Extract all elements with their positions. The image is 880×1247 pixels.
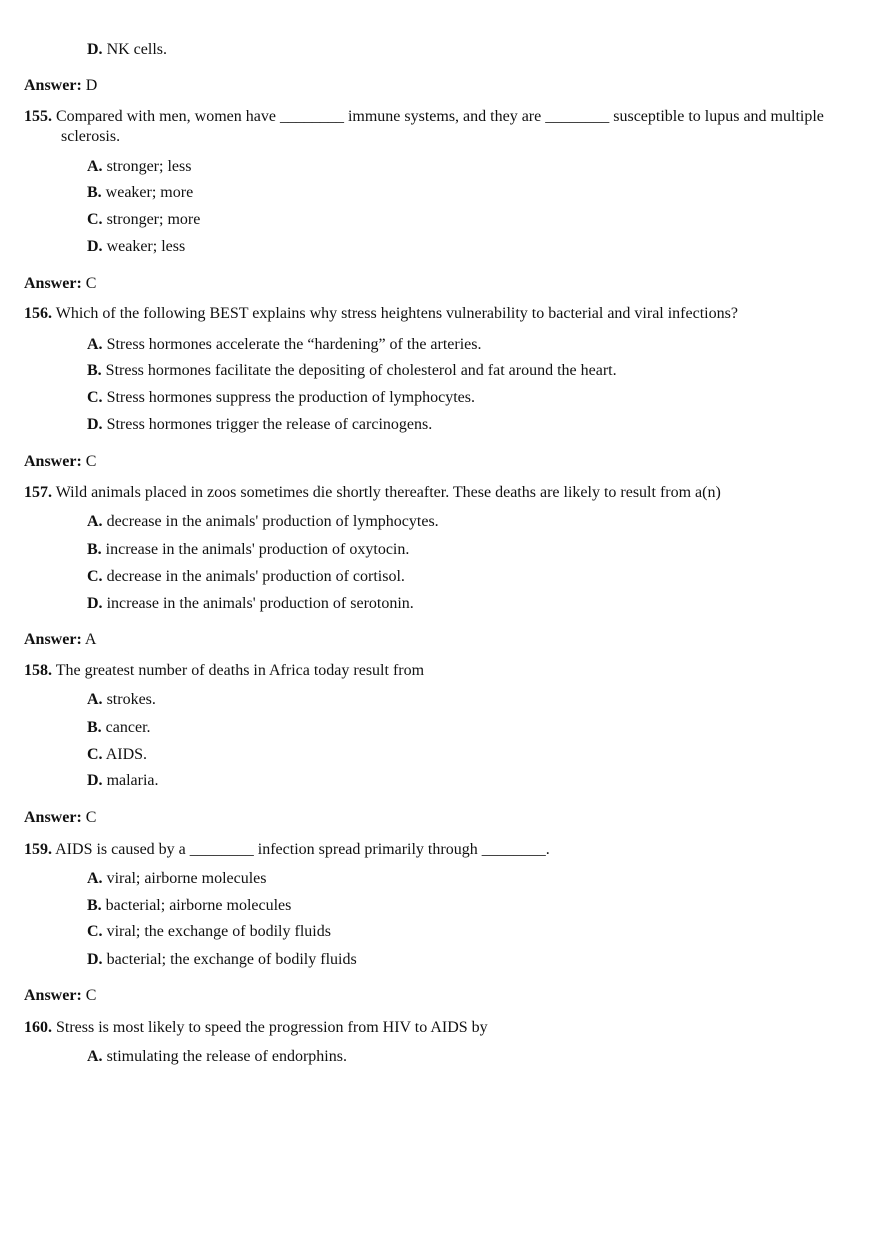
question-160 — [24, 1018, 488, 1037]
question-155 — [24, 107, 880, 147]
question-number: 157. — [24, 484, 52, 501]
option-text: weaker; more — [105, 184, 194, 201]
option-158-a — [87, 690, 156, 709]
answer-label: Answer: — [24, 77, 82, 94]
option-text: stronger; more — [106, 211, 201, 228]
question-number: 160. — [24, 1019, 52, 1036]
option-158-c — [87, 745, 147, 764]
question-text: Which of the following BEST explains why stress heightens vulnerability to bacterial and viral infections? — [55, 305, 738, 322]
answer-value: C — [85, 809, 97, 826]
option-text: decrease in the animals' production of cortisol. — [106, 568, 405, 585]
option-letter: C. — [87, 389, 103, 406]
option-letter: A. — [87, 870, 103, 887]
answer-label: Answer: — [24, 453, 82, 470]
option-text: increase in the animals' production of oxytocin. — [105, 541, 410, 558]
option-letter: C. — [87, 923, 103, 940]
option-text: stimulating the release of endorphins. — [106, 1048, 347, 1065]
option-text: weaker; less — [106, 238, 186, 255]
option-158-d — [87, 771, 159, 790]
option-text: viral; airborne molecules — [106, 870, 267, 887]
option-letter: D. — [87, 238, 103, 255]
answer-value: C — [85, 275, 97, 292]
option-letter: B. — [87, 184, 102, 201]
option-156-b — [87, 361, 617, 380]
answer-value: D — [85, 77, 98, 94]
option-letter: A. — [87, 513, 103, 530]
question-157 — [24, 483, 721, 502]
question-number: 159. — [24, 841, 52, 858]
option-155-d — [87, 237, 185, 256]
option-text: decrease in the animals' production of lymphocytes. — [106, 513, 439, 530]
answer-value: C — [85, 453, 97, 470]
answer-157 — [24, 630, 96, 649]
option-157-a — [87, 512, 439, 531]
option-letter: C. — [87, 211, 103, 228]
option-letter: C. — [87, 746, 103, 763]
option-text: Stress hormones accelerate the “hardening” of the arteries. — [106, 336, 482, 353]
option-letter: A. — [87, 336, 103, 353]
option-text: Stress hormones trigger the release of carcinogens. — [106, 416, 433, 433]
option-letter: B. — [87, 719, 102, 736]
option-156-c — [87, 388, 475, 407]
option-158-b — [87, 718, 151, 737]
answer-label: Answer: — [24, 809, 82, 826]
option-text: Stress hormones suppress the production of lymphocytes. — [106, 389, 475, 406]
option-text: AIDS. — [105, 746, 148, 763]
answer-value: A — [84, 631, 97, 648]
question-number: 155. — [24, 108, 52, 125]
option-text: strokes. — [106, 691, 156, 708]
question-number: 156. — [24, 305, 52, 322]
option-letter: B. — [87, 362, 102, 379]
option-letter: B. — [87, 897, 102, 914]
answer-value: C — [85, 987, 97, 1004]
option-text: viral; the exchange of bodily fluids — [106, 923, 331, 940]
option-159-d — [87, 950, 357, 969]
option-text: cancer. — [105, 719, 151, 736]
answer-158 — [24, 808, 96, 827]
option-156-d — [87, 415, 432, 434]
option-letter: D. — [87, 772, 103, 789]
option-letter: D. — [87, 951, 103, 968]
question-text: AIDS is caused by a ________ infection spread primarily through ________. — [55, 841, 550, 858]
option-157-b — [87, 540, 409, 559]
answer-155 — [24, 274, 96, 293]
answer-label: Answer: — [24, 631, 82, 648]
option-157-d — [87, 594, 414, 613]
answer-156 — [24, 452, 96, 471]
option-155-c — [87, 210, 200, 229]
option-letter: A. — [87, 1048, 103, 1065]
option-156-a — [87, 335, 482, 354]
option-text: increase in the animals' production of serotonin. — [106, 595, 414, 612]
answer-154 — [24, 76, 97, 95]
option-letter: A. — [87, 691, 103, 708]
option-159-b — [87, 896, 291, 915]
option-text: NK cells. — [106, 41, 167, 58]
option-letter: D. — [87, 416, 103, 433]
option-letter: B. — [87, 541, 102, 558]
question-text: Compared with men, women have ________ immune systems, and they are ________ susceptible to lupus and multiple sclerosis. — [56, 108, 824, 145]
option-letter: A. — [87, 158, 103, 175]
question-text: The greatest number of deaths in Africa today result from — [55, 662, 425, 679]
question-158 — [24, 661, 424, 680]
answer-159 — [24, 986, 96, 1005]
answer-label: Answer: — [24, 987, 82, 1004]
option-d-prev — [87, 40, 167, 59]
option-text: Stress hormones facilitate the depositing of cholesterol and fat around the heart. — [105, 362, 617, 379]
option-letter: D. — [87, 595, 103, 612]
option-letter: C. — [87, 568, 103, 585]
option-159-a — [87, 869, 267, 888]
option-letter: D. — [87, 41, 103, 58]
question-159 — [24, 840, 550, 859]
question-number: 158. — [24, 662, 52, 679]
answer-label: Answer: — [24, 275, 82, 292]
option-text: bacterial; the exchange of bodily fluids — [106, 951, 357, 968]
option-text: stronger; less — [106, 158, 192, 175]
question-text: Wild animals placed in zoos sometimes die shortly thereafter. These deaths are likely to result from a(n) — [55, 484, 721, 501]
option-157-c — [87, 567, 405, 586]
option-155-b — [87, 183, 193, 202]
question-156 — [24, 304, 738, 323]
option-155-a — [87, 157, 191, 176]
option-text: malaria. — [106, 772, 159, 789]
question-text: Stress is most likely to speed the progression from HIV to AIDS by — [56, 1019, 488, 1036]
option-160-a — [87, 1047, 347, 1066]
option-159-c — [87, 922, 331, 941]
option-text: bacterial; airborne molecules — [105, 897, 292, 914]
